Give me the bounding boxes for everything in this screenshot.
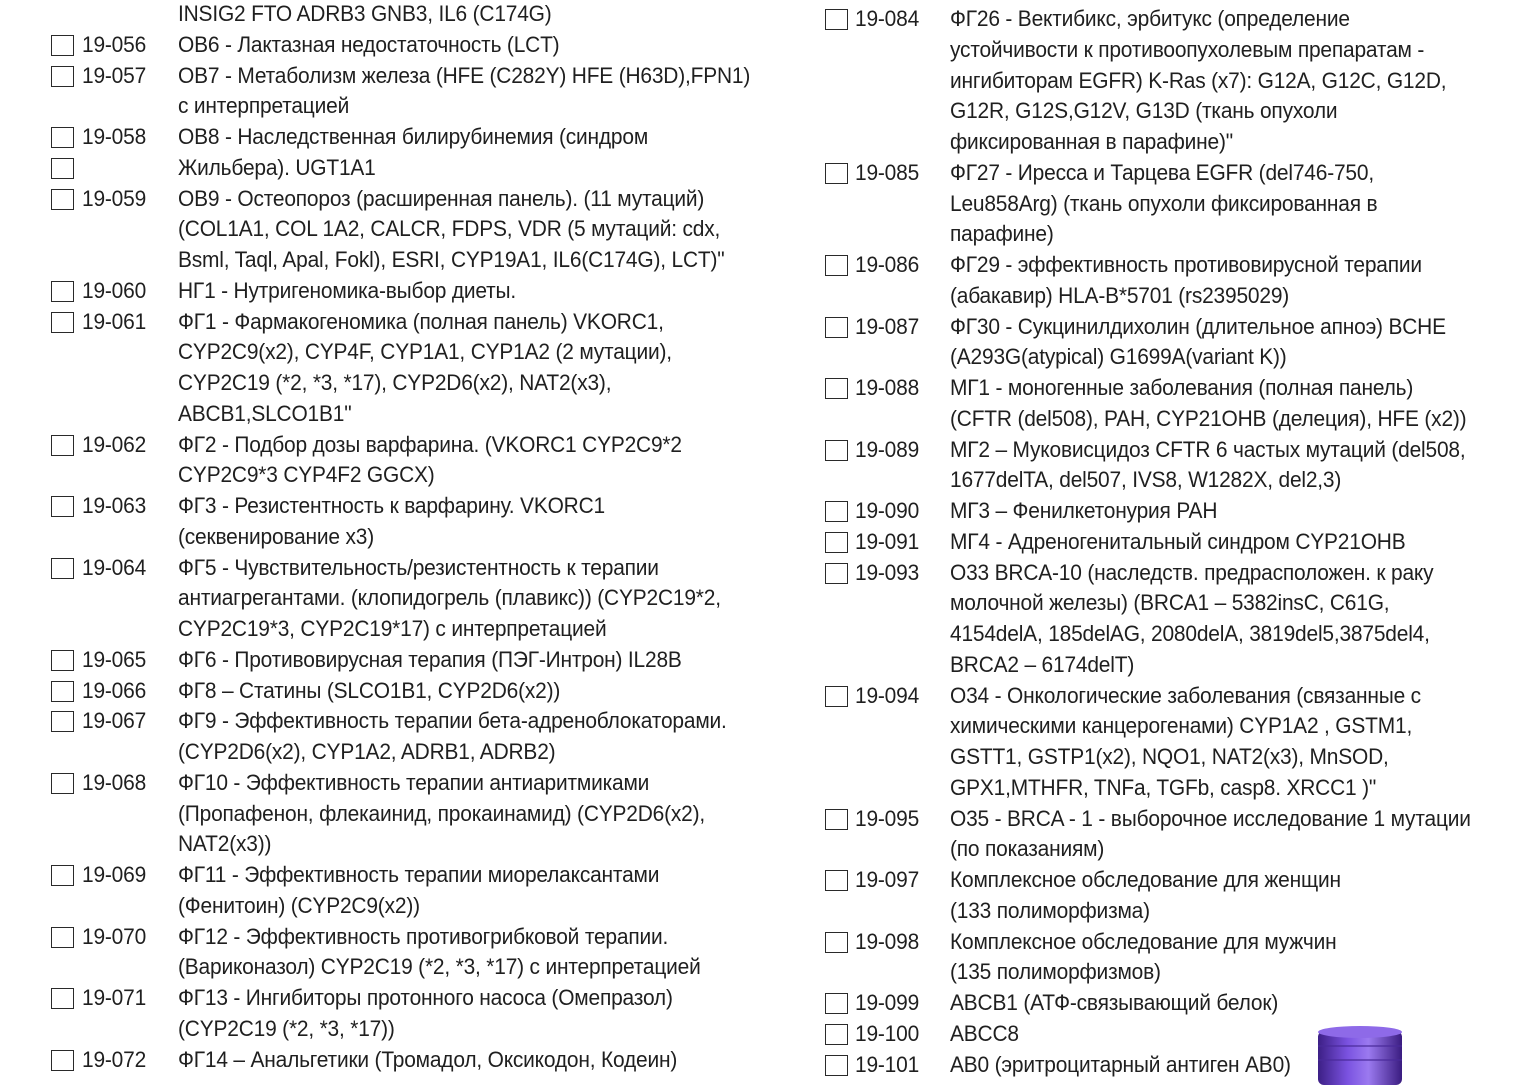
item-description-line: ABCB1,SLCO1B1" xyxy=(178,400,352,426)
item-code: 19-101 xyxy=(855,1051,920,1077)
item-checkbox[interactable] xyxy=(825,163,848,184)
test-tube-vial-image xyxy=(1314,1025,1406,1085)
item-description-line: (135 полиморфизмов) xyxy=(950,959,1161,985)
item-code: 19-084 xyxy=(855,6,920,31)
item-description-line: (Пропафенон, флекаинид, прокаинамид) (CYP2D6(x2), xyxy=(178,800,706,826)
item-checkbox[interactable] xyxy=(825,932,848,953)
item-description-line: МГ2 – Муковисцидоз CFTR 6 частых мутаций (del508, xyxy=(950,436,1466,462)
item-checkbox[interactable] xyxy=(51,281,74,302)
item-code: 19-070 xyxy=(82,923,147,949)
item-description-line: с интерпретацией xyxy=(178,93,350,119)
item-description-line: AB0 (эритроцитарный антиген AB0) xyxy=(950,1051,1291,1077)
item-code: 19-068 xyxy=(82,769,147,795)
item-checkbox[interactable] xyxy=(51,558,74,579)
item-checkbox[interactable] xyxy=(51,435,74,456)
item-checkbox[interactable] xyxy=(825,255,848,276)
item-description-line: ФГ1 - Фармакогеномика (полная панель) VKORC1, xyxy=(178,308,664,334)
item-checkbox[interactable] xyxy=(51,650,74,671)
item-code: 19-065 xyxy=(82,646,147,672)
item-description-line: CYP2C9(x2), CYP4F, CYP1A1, CYP1A2 (2 мутации), xyxy=(178,339,672,365)
item-checkbox[interactable] xyxy=(825,1024,848,1045)
item-code: 19-091 xyxy=(855,528,920,554)
item-description-line: ФГ12 - Эффективность противогрибковой терапии. xyxy=(178,923,669,949)
item-description-line: (по показаниям) xyxy=(950,836,1105,862)
item-checkbox[interactable] xyxy=(825,532,848,553)
item-description-line: ФГ27 - Иресса и Тарцева EGFR (del746-750, xyxy=(950,159,1374,185)
item-checkbox[interactable] xyxy=(51,496,74,517)
item-description-line: (CYP2D6(x2), CYP1A2, ADRB1, ADRB2) xyxy=(178,739,556,764)
item-code: 19-066 xyxy=(82,677,147,703)
item-code: 19-086 xyxy=(855,252,920,277)
item-checkbox[interactable] xyxy=(51,312,74,333)
item-description-line: ФГ26 - Вектибикс, эрбитукс (определение xyxy=(950,6,1350,31)
item-description-line: (Фенитоин) (CYP2C9(x2)) xyxy=(178,892,420,918)
item-description-line: ОВ9 - Остеопороз (расширенная панель). (11 мутаций) xyxy=(178,185,705,211)
item-description-line: ингибиторам EGFR) K-Ras (x7): G12A, G12C, G12D, xyxy=(950,67,1447,93)
item-description-line: (A293G(atypical) G1699A(variant K)) xyxy=(950,344,1287,370)
item-description-line: CYP2C19*3, CYP2C19*17) с интерпретацией xyxy=(178,616,607,641)
item-description-line: (CYP2C19 (*2, *3, *17)) xyxy=(178,1015,395,1041)
item-checkbox[interactable] xyxy=(51,681,74,702)
item-description-line: О35 - BRCA - 1 - выборочное исследование 1 мутации xyxy=(950,805,1471,831)
item-code: 19-100 xyxy=(855,1020,920,1046)
item-description-line: ФГ30 - Сукцинилдихолин (длительное апноэ) BCHE xyxy=(950,313,1446,339)
item-checkbox[interactable] xyxy=(825,440,848,461)
item-code: 19-090 xyxy=(855,498,920,523)
item-description-line: устойчивости к противоопухолевым препаратам - xyxy=(950,36,1425,62)
item-description-line: МГ1 - моногенные заболевания (полная панель) xyxy=(950,375,1414,400)
item-description-line: ФГ14 – Анальгетики (Тромадол, Оксикодон, Кодеин) xyxy=(178,1046,678,1072)
item-description-line: фиксированная в парафине)" xyxy=(950,129,1233,154)
item-checkbox[interactable] xyxy=(51,158,74,179)
item-checkbox[interactable] xyxy=(825,809,848,830)
item-description-line: химическими канцерогенами) CYP1A2 , GSTM1, xyxy=(950,713,1413,739)
item-description-line: ФГ3 - Резистентность к варфарину. VKORC1 xyxy=(178,493,605,518)
item-code: 19-059 xyxy=(82,185,147,211)
item-description-line: ОВ7 - Метаболизм железа (HFE (C282Y) HFE (H63D),FPN1) xyxy=(178,62,751,88)
item-code: 19-063 xyxy=(82,493,147,518)
item-code: 19-067 xyxy=(82,708,147,734)
item-checkbox[interactable] xyxy=(51,988,74,1009)
item-checkbox[interactable] xyxy=(51,927,74,948)
item-description-line: ОВ8 - Наследственная билирубинемия (синдром xyxy=(178,124,649,149)
item-code: 19-085 xyxy=(855,159,920,185)
item-description-line: ФГ8 – Статины (SLCO1B1, CYP2D6(x2)) xyxy=(178,677,561,703)
item-description-line: (секвенирование x3) xyxy=(178,523,375,549)
item-description-line: ABCB1 (АТФ-связывающий белок) xyxy=(950,990,1279,1015)
item-code: 19-061 xyxy=(82,308,147,334)
item-code: 19-099 xyxy=(855,990,920,1015)
item-code: 19-056 xyxy=(82,31,147,57)
item-checkbox[interactable] xyxy=(825,870,848,891)
item-code: 19-097 xyxy=(855,867,920,892)
item-checkbox[interactable] xyxy=(825,501,848,522)
item-checkbox[interactable] xyxy=(825,686,848,707)
item-description-line: (Вариконазол) CYP2C19 (*2, *3, *17) с интерпретацией xyxy=(178,954,701,980)
item-code: 19-094 xyxy=(855,682,920,708)
item-description-line: О34 - Онкологические заболевания (связанные с xyxy=(950,682,1421,708)
item-description-line: (CFTR (del508), PAH, CYP21OHB (делеция), HFE (x2)) xyxy=(950,405,1467,431)
item-code: 19-062 xyxy=(82,431,147,457)
item-description-line: CYP2C9*3 CYP4F2 GGCX) xyxy=(178,462,435,488)
item-description-line: ФГ9 - Эффективность терапии бета-адреноблокаторами. xyxy=(178,708,727,734)
item-checkbox[interactable] xyxy=(825,1055,848,1076)
item-description-line: ОВ6 - Лактазная недостаточность (LCT) xyxy=(178,31,560,57)
item-description-line: ФГ6 - Противовирусная терапия (ПЭГ-Интрон) IL28B xyxy=(178,646,682,672)
item-description-line: парафине) xyxy=(950,221,1054,247)
item-description-line: GSTT1, GSTP1(x2), NQO1, NAT2(x3), MnSOD, xyxy=(950,744,1389,769)
item-checkbox[interactable] xyxy=(51,189,74,210)
item-description-line: (133 полиморфизма) xyxy=(950,897,1150,923)
item-description-line: (COL1A1, COL 1A2, CALCR, FDPS, VDR (5 мутаций: cdx, xyxy=(178,216,721,242)
item-code: 19-064 xyxy=(82,554,147,580)
item-code: 19-088 xyxy=(855,375,920,400)
item-description-line: ABCC8 xyxy=(950,1020,1019,1046)
item-description-line: CYP2C19 (*2, *3, *17), CYP2D6(x2), NAT2(x3), xyxy=(178,370,612,395)
item-description-line: 1677delTA, del507, IVS8, W1282X, del2,3) xyxy=(950,467,1342,493)
item-description-line: Жильбера). UGT1A1 xyxy=(178,154,376,180)
item-code: 19-098 xyxy=(855,928,920,954)
item-description-line: Leu858Arg) (ткань опухоли фиксированная в xyxy=(950,190,1378,216)
item-code: 19-069 xyxy=(82,862,147,887)
item-description-line: (абакавир) HLA-B*5701 (rs2395029) xyxy=(950,282,1290,308)
item-code: 19-072 xyxy=(82,1046,147,1072)
item-checkbox[interactable] xyxy=(825,563,848,584)
item-description-line: Bsml, Taql, Apal, Fokl), ESRI, CYP19A1, IL6(C174G), LCT)" xyxy=(178,247,725,272)
item-description-line: G12R, G12S,G12V, G13D (ткань опухоли xyxy=(950,98,1338,124)
item-code: 19-093 xyxy=(855,559,920,585)
item-code: 19-089 xyxy=(855,436,920,462)
item-checkbox[interactable] xyxy=(51,773,74,794)
continuation-text: INSIG2 FTO ADRB3 GNB3, IL6 (C174G) xyxy=(178,1,552,26)
item-checkbox[interactable] xyxy=(51,35,74,56)
item-description-line: Комплексное обследование для женщин xyxy=(950,867,1341,892)
item-description-line: NAT2(x3)) xyxy=(178,831,272,857)
item-description-line: ФГ11 - Эффективность терапии миорелаксантами xyxy=(178,862,660,887)
item-description-line: ФГ2 - Подбор дозы варфарина. (VKORC1 CYP2C9*2 xyxy=(178,431,682,457)
item-checkbox[interactable] xyxy=(825,993,848,1014)
item-description-line: МГ4 - Адреногенитальный синдром CYP21OHB xyxy=(950,528,1406,554)
item-description-line: О33 BRCA-10 (наследств. предрасположен. к раку xyxy=(950,559,1434,585)
item-description-line: ФГ13 - Ингибиторы протонного насоса (Омепразол) xyxy=(178,985,673,1010)
item-description-line: BRCA2 – 6174delT) xyxy=(950,651,1135,677)
item-checkbox[interactable] xyxy=(825,9,848,30)
item-checkbox[interactable] xyxy=(51,127,74,148)
item-code: 19-057 xyxy=(82,62,147,88)
item-description-line: ФГ29 - эффективность противовирусной терапии xyxy=(950,252,1422,277)
item-code: 19-087 xyxy=(855,313,920,339)
item-checkbox[interactable] xyxy=(51,711,74,732)
item-checkbox[interactable] xyxy=(51,66,74,87)
item-checkbox[interactable] xyxy=(825,317,848,338)
item-checkbox[interactable] xyxy=(51,1050,74,1071)
item-checkbox[interactable] xyxy=(51,865,74,886)
item-description-line: Комплексное обследование для мужчин xyxy=(950,928,1337,954)
item-description-line: молочной железы) (BRCA1 – 5382insC, C61G, xyxy=(950,590,1390,616)
item-description-line: НГ1 - Нутригеномика-выбор диеты. xyxy=(178,277,517,303)
item-code: 19-071 xyxy=(82,985,147,1010)
item-description-line: антиагрегантами. (клопидогрель (плавикс)) (CYP2C19*2, xyxy=(178,585,721,611)
item-code: 19-058 xyxy=(82,124,147,149)
item-code: 19-095 xyxy=(855,805,920,831)
item-description-line: GPX1,MTHFR, TNFa, TGFb, casp8. XRCC1 )" xyxy=(950,774,1377,800)
item-checkbox[interactable] xyxy=(825,378,848,399)
item-description-line: 4154delA, 185delAG, 2080delA, 3819del5,3875del4, xyxy=(950,621,1430,646)
item-description-line: ФГ10 - Эффективность терапии антиаритмиками xyxy=(178,769,650,795)
item-description-line: ФГ5 - Чувствительность/резистентность к терапии xyxy=(178,554,659,580)
item-code: 19-060 xyxy=(82,277,147,303)
item-description-line: МГ3 – Фенилкетонурия PAH xyxy=(950,498,1218,523)
